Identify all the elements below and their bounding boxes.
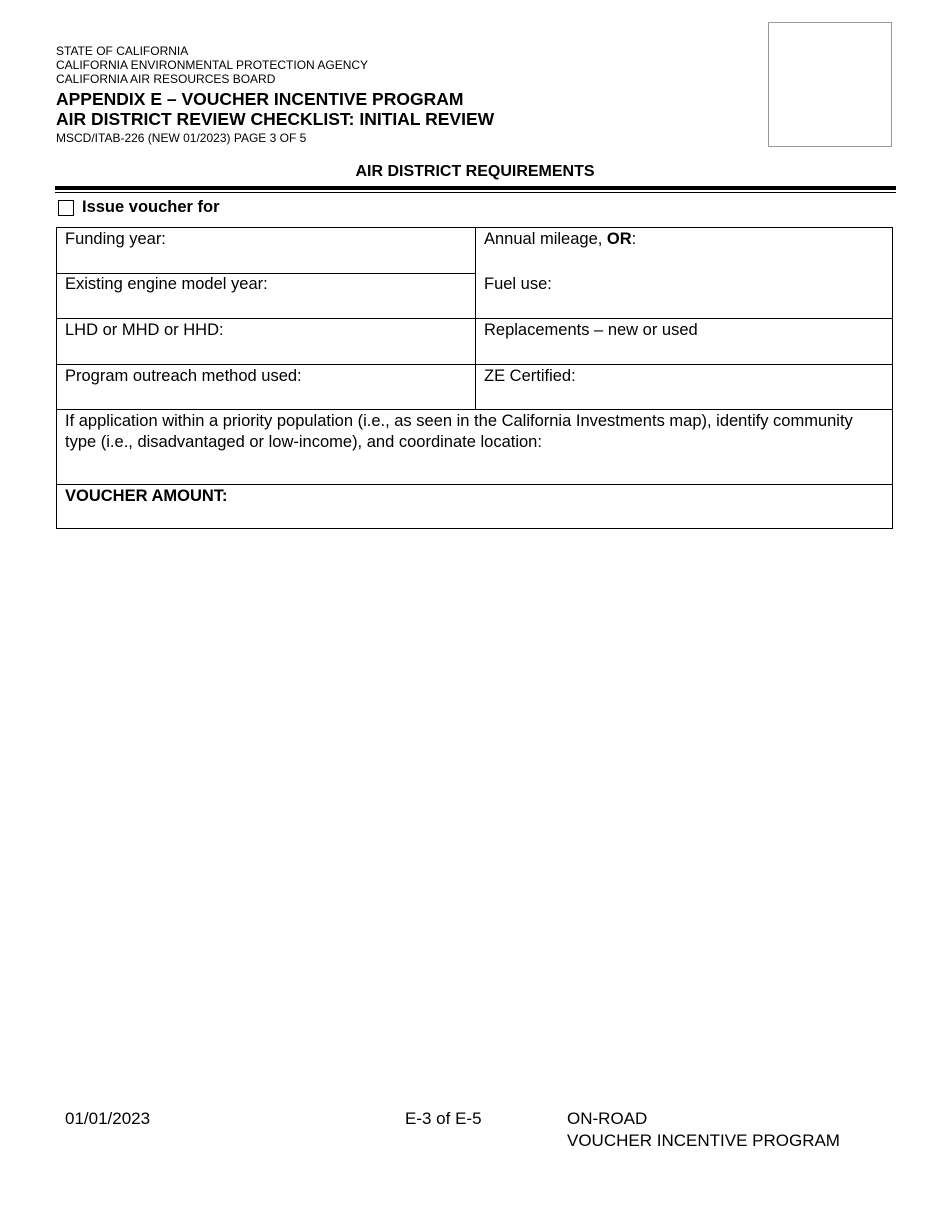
stamp-box: [768, 22, 892, 147]
page-title-appendix: APPENDIX E – VOUCHER INCENTIVE PROGRAM: [56, 89, 464, 109]
section-divider-thick: [55, 186, 896, 190]
replacements-field[interactable]: [476, 319, 892, 364]
outreach-method-label: Program outreach method used:: [65, 367, 302, 385]
voucher-amount-label: VOUCHER AMOUNT:: [65, 487, 228, 505]
issue-voucher-row[interactable]: [58, 198, 220, 217]
form-id: MSCD/ITAB-226 (NEW 01/2023) PAGE 3 OF 5: [56, 131, 307, 145]
agency-line-carb: CALIFORNIA AIR RESOURCES BOARD: [56, 72, 276, 86]
funding-year-label: Funding year:: [65, 230, 166, 248]
footer-date: 01/01/2023: [65, 1109, 151, 1128]
issue-voucher-checkbox[interactable]: [58, 200, 74, 216]
requirements-table: [56, 227, 893, 529]
replacements-label: Replacements – new or used: [484, 321, 698, 339]
footer-program-line2: VOUCHER INCENTIVE PROGRAM: [567, 1131, 840, 1150]
mileage-fuel-field[interactable]: [476, 228, 892, 318]
engine-model-year-label: Existing engine model year:: [65, 275, 268, 293]
page-title-checklist: AIR DISTRICT REVIEW CHECKLIST: INITIAL REVIEW: [56, 109, 495, 129]
duty-class-label: LHD or MHD or HHD:: [65, 321, 224, 339]
annual-mileage-label: Annual mileage, OR:: [484, 230, 637, 248]
agency-line-calepa: CALIFORNIA ENVIRONMENTAL PROTECTION AGENCY: [56, 58, 369, 72]
priority-population-label: If application within a priority population (i.e., as seen in the California Investments map), identify community type (i.e., disadvantaged or low-income), and coordinate location:: [65, 412, 853, 451]
fuel-use-label: Fuel use:: [484, 275, 552, 293]
footer-page-number: E-3 of E-5: [405, 1109, 482, 1128]
duty-class-field[interactable]: [57, 319, 475, 364]
agency-line-state: STATE OF CALIFORNIA: [56, 44, 189, 58]
footer-program-line1: ON-ROAD: [567, 1109, 648, 1128]
priority-population-field[interactable]: [57, 410, 892, 484]
section-title: AIR DISTRICT REQUIREMENTS: [355, 163, 595, 180]
issue-voucher-label: Issue voucher for: [82, 198, 220, 216]
voucher-amount-field[interactable]: [57, 485, 892, 528]
ze-certified-label: ZE Certified:: [484, 367, 576, 385]
engine-model-year-field[interactable]: [57, 273, 475, 318]
funding-year-field[interactable]: [57, 228, 475, 273]
ze-certified-field[interactable]: [476, 365, 892, 409]
section-divider-thin: [55, 192, 896, 193]
outreach-method-field[interactable]: [57, 365, 475, 409]
